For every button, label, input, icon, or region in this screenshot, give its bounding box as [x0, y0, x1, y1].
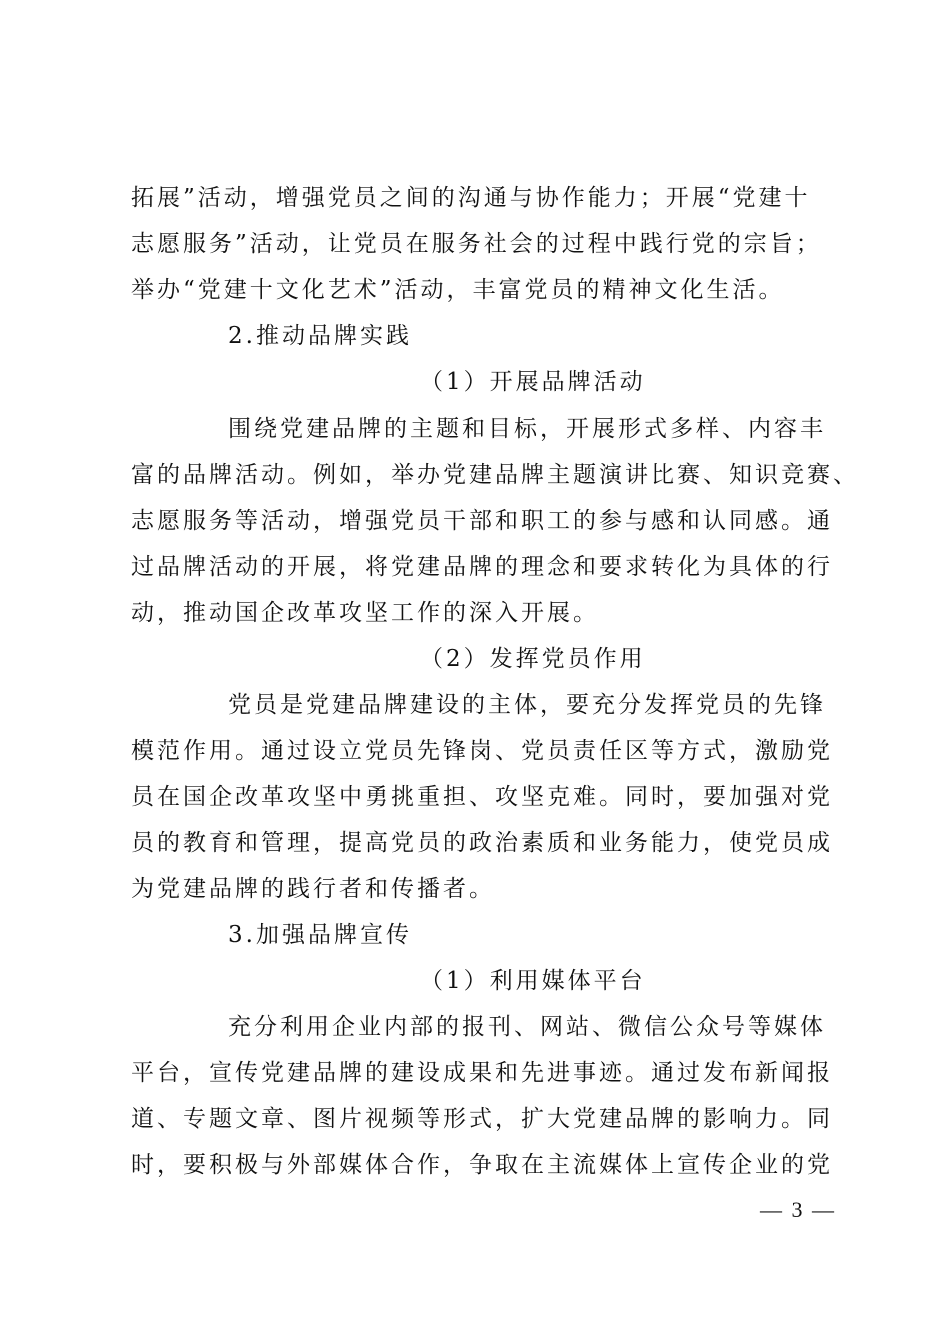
body-text-line: 充分利用企业内部的报刊、网站、微信公众号等媒体 [228, 1014, 826, 1040]
body-text-line: 为党建品牌的践行者和传播者。 [131, 876, 495, 902]
body-text-line: 拓展”活动，增强党员之间的沟通与协作能力；开展“党建十 [131, 185, 811, 211]
page-number: — 3 — [760, 1197, 836, 1222]
body-text-line: 志愿服务等活动，增强党员干部和职工的参与感和认同感。通 [131, 508, 833, 534]
subsection-heading: （1）利用媒体平台 [420, 968, 646, 994]
section-heading: 2.推动品牌实践 [228, 323, 412, 349]
body-text-line: 员在国企改革攻坚中勇挑重担、攻坚克难。同时，要加强对党 [131, 784, 833, 810]
body-text-line: 道、专题文章、图片视频等形式，扩大党建品牌的影响力。同 [131, 1106, 833, 1132]
body-text-line: 富的品牌活动。例如，举办党建品牌主题演讲比赛、知识竞赛、 [131, 462, 859, 488]
body-text-line: 员的教育和管理，提高党员的政治素质和业务能力，使党员成 [131, 830, 833, 856]
body-text-line: 举办“党建十文化艺术”活动，丰富党员的精神文化生活。 [131, 277, 785, 303]
body-text-line: 过品牌活动的开展，将党建品牌的理念和要求转化为具体的行 [131, 554, 833, 580]
body-text-line: 党员是党建品牌建设的主体，要充分发挥党员的先锋 [228, 692, 826, 718]
body-text-line: 模范作用。通过设立党员先锋岗、党员责任区等方式，激励党 [131, 738, 833, 764]
body-text-line: 围绕党建品牌的主题和目标，开展形式多样、内容丰 [228, 416, 826, 442]
section-heading: 3.加强品牌宣传 [228, 922, 412, 948]
body-text-line: 平台，宣传党建品牌的建设成果和先进事迹。通过发布新闻报 [131, 1060, 833, 1086]
subsection-heading: （2）发挥党员作用 [420, 646, 646, 672]
subsection-heading: （1）开展品牌活动 [420, 369, 646, 395]
body-text-line: 志愿服务”活动，让党员在服务社会的过程中践行党的宗旨； [131, 231, 822, 257]
body-text-line: 时，要积极与外部媒体合作，争取在主流媒体上宣传企业的党 [131, 1152, 833, 1178]
body-text-line: 动，推动国企改革攻坚工作的深入开展。 [131, 600, 599, 626]
